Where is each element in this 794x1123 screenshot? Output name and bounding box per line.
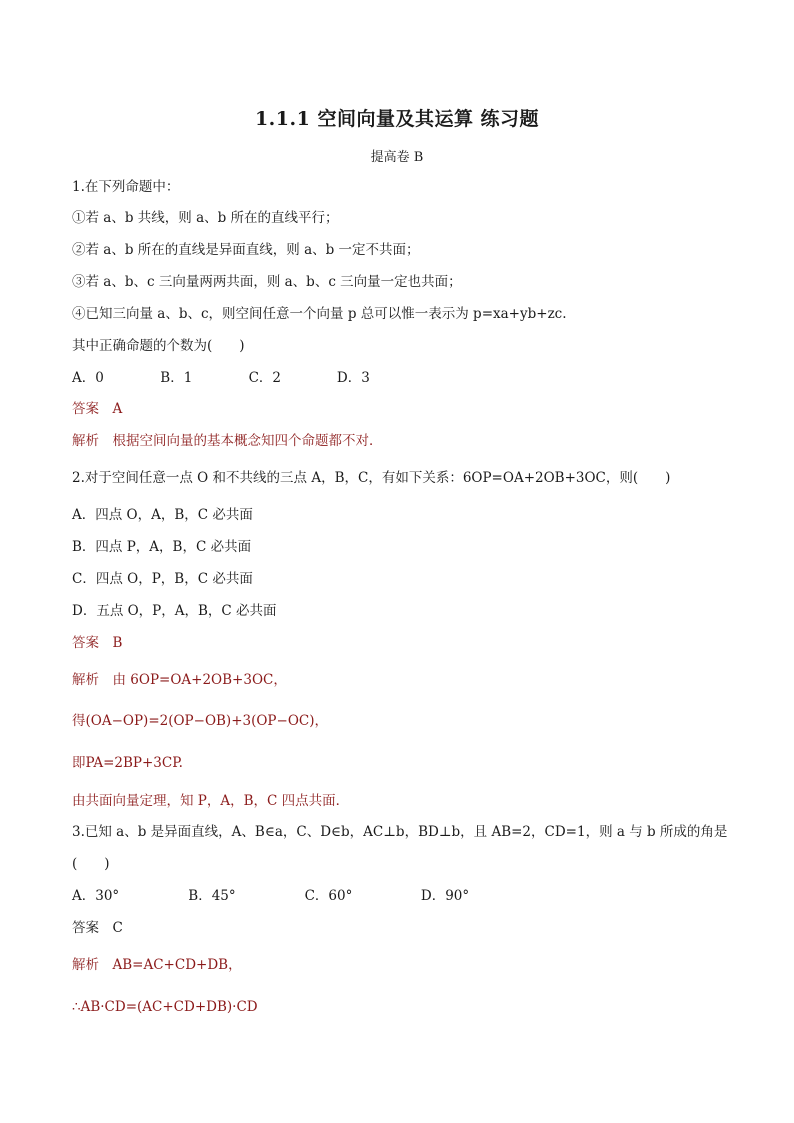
q3-analysis-2: ∴AB·CD=(AC+CD+DB)·CD [72,999,258,1015]
q1-item-2: ②若 a、b 所在的直线是异面直线，则 a、b 一定不共面； [72,242,420,258]
page-subtitle: 提高卷 B [370,150,424,165]
q2-answer: 答案 B [72,635,123,651]
q3-options [72,886,469,906]
q2-stem: 2.对于空间任意一点 O 和不共线的三点 A，B，C，有如下关系：6OP=OA+2OB+3OC，则( ) [72,470,671,486]
q1-question: 其中正确命题的个数为( ) [72,338,245,354]
q3-analysis-1: 解析 AB=AC+CD+DB， [72,957,242,973]
q1-option-a: A．0 [72,370,104,386]
q1-option-d: D．3 [336,370,370,386]
q1-options [72,368,370,388]
q1-analysis: 解析 根据空间向量的基本概念知四个命题都不对． [72,433,383,449]
page-title: 1.1.1 空间向量及其运算 练习题 [254,108,540,130]
q3-stem: 3.已知 a、b 是异面直线，A、B∈a，C、D∈b，AC⊥b，BD⊥b，且 AB=2，CD=1，则 a 与 b 所成的角是 [72,824,728,840]
q3-stem-2: ( ) [72,856,110,872]
q2-option-b: B．四点 P，A，B，C 必共面 [72,539,252,555]
q1-item-4: ④已知三向量 a、b、c，则空间任意一个向量 p 总可以惟一表示为 p=xa+yb+zc. [72,306,567,322]
q1-item-3: ③若 a、b、c 三向量两两共面，则 a、b、c 三向量一定也共面； [72,274,462,290]
q2-analysis-4: 由共面向量定理，知 P，A，B，C 四点共面． [72,793,350,809]
q1-option-b: B．1 [160,370,193,386]
q3-option-b: B．45° [188,888,236,904]
q3-answer: 答案 C [72,920,123,936]
q2-analysis-3: 即PA=2BP+3CP. [72,755,183,771]
q3-option-c: C．60° [304,888,353,904]
q3-option-a: A．30° [72,888,120,904]
q1-option-c: C．2 [248,370,282,386]
q3-option-d: D．90° [420,888,470,904]
q2-option-d: D．五点 O，P，A，B，C 必共面 [72,603,277,619]
q1-item-1: ①若 a、b 共线，则 a、b 所在的直线平行； [72,210,339,226]
q2-option-a: A．四点 O，A，B，C 必共面 [72,507,253,523]
q1-stem: 1.在下列命题中： [72,179,180,195]
q2-analysis-2: 得(OA−OP)=2(OP−OB)+3(OP−OC)， [72,713,328,729]
q1-answer: 答案 A [72,401,123,417]
q2-option-c: C．四点 O，P，B，C 必共面 [72,571,253,587]
q2-analysis-1: 解析 由 6OP=OA+2OB+3OC， [72,672,287,688]
